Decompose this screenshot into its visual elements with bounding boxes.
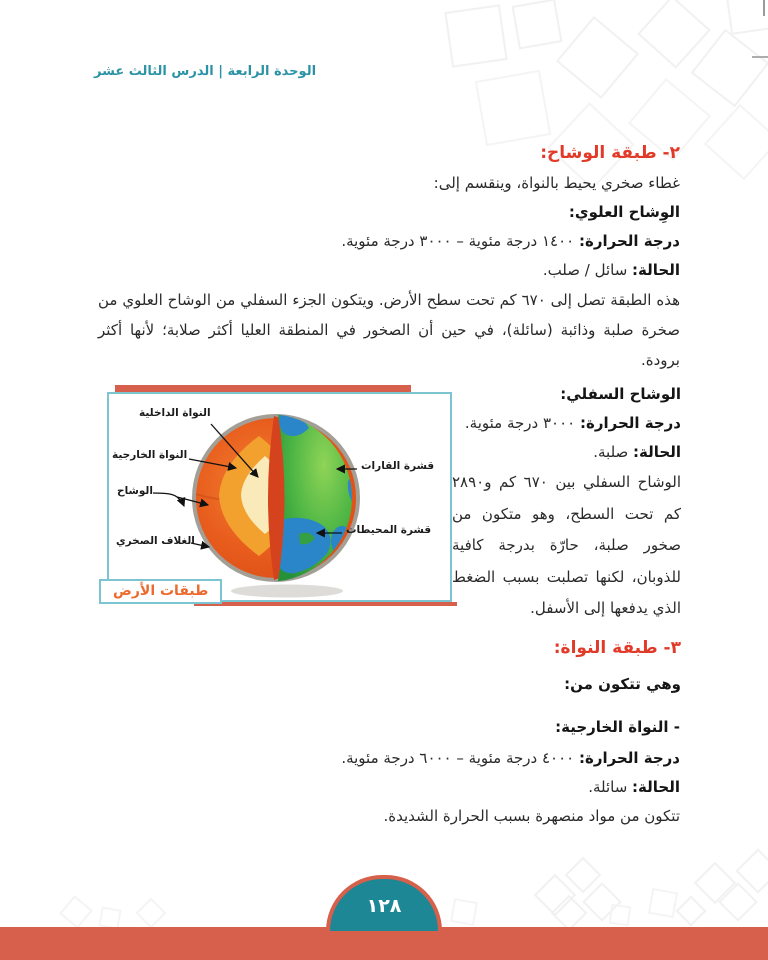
lower-mantle-state: الحالة: صلبة. [593,443,681,461]
figure-caption-badge: طبقات الأرض [99,579,222,604]
figure-bottom-bar [194,602,457,606]
section-heading-mantle: ٢- طبقة الوشاح: [540,143,680,163]
crop-mark [752,56,768,58]
lower-mantle-paragraph: الوشاح السفلي بين ٦٧٠ كم و٢٨٩٠ كم تحت السطح، وهو متكون من صخور صلبة، حارّة بدرجة كافية للذوبان، لكنها تصلبت بسبب الضغط الذي يدفعها إلى الأسفل. [452,473,681,617]
label-oceanic-crust: قشرة المحيطات [346,524,432,536]
outer-core-state: الحالة: سائلة. [588,778,680,796]
crop-mark [763,0,765,16]
figure-top-bar [115,385,411,392]
page-number: ١٢٨ [326,875,442,931]
earth-layers-figure [107,392,452,602]
upper-mantle-temperature: درجة الحرارة: ١٤٠٠ درجة مئوية – ٣٠٠٠ درجة مئوية. [341,232,680,250]
footer-bar [0,927,768,960]
lower-mantle-column [452,379,681,701]
section-heading-core: ٣- طبقة النواة: [553,637,681,658]
outer-core-temperature: درجة الحرارة: ٤٠٠٠ درجة مئوية – ٦٠٠٠ درجة مئوية. [341,749,680,767]
lower-mantle-temperature: درجة الحرارة: ٣٠٠٠ درجة مئوية. [464,414,681,432]
label-inner-core: النواة الداخلية [139,407,211,419]
outer-core-section [98,712,680,831]
mantle-intro: غطاء صخري يحيط بالنواة، وينقسم إلى: [433,174,680,192]
mantle-section [98,138,680,375]
label-continental-crust: قشرة القارات [361,460,435,472]
label-lithosphere: الغلاف الصخري [116,535,195,547]
outer-core-title: - النواة الخارجية: [555,718,680,736]
upper-mantle-state: الحالة: سائل / صلب. [542,261,680,279]
lesson-breadcrumb: الوحدة الرابعة | الدرس الثالث عشر [94,64,317,79]
outer-core-paragraph: تتكون من مواد منصهرة بسبب الحرارة الشديدة. [383,807,680,825]
upper-mantle-title: الوِشاح العلوي: [568,203,680,221]
upper-mantle-paragraph: هذه الطبقة تصل إلى ٦٧٠ كم تحت سطح الأرض. ويتكون الجزء السفلي من الوشاح العلوي من صخرة صلبة وذائبة (سائلة)، في حين أن الصخور في المنطقة العليا أكثر صلابة؛ لأنها أكثر برودة. [98,291,680,369]
label-outer-core: النواة الخارجية [112,449,188,461]
earth-cutaway-illustration [109,394,450,600]
core-intro: وهي تتكون من: [564,674,681,693]
label-mantle: الوشاح [117,485,153,497]
lower-mantle-title: الوشاح السفلي: [560,385,681,403]
